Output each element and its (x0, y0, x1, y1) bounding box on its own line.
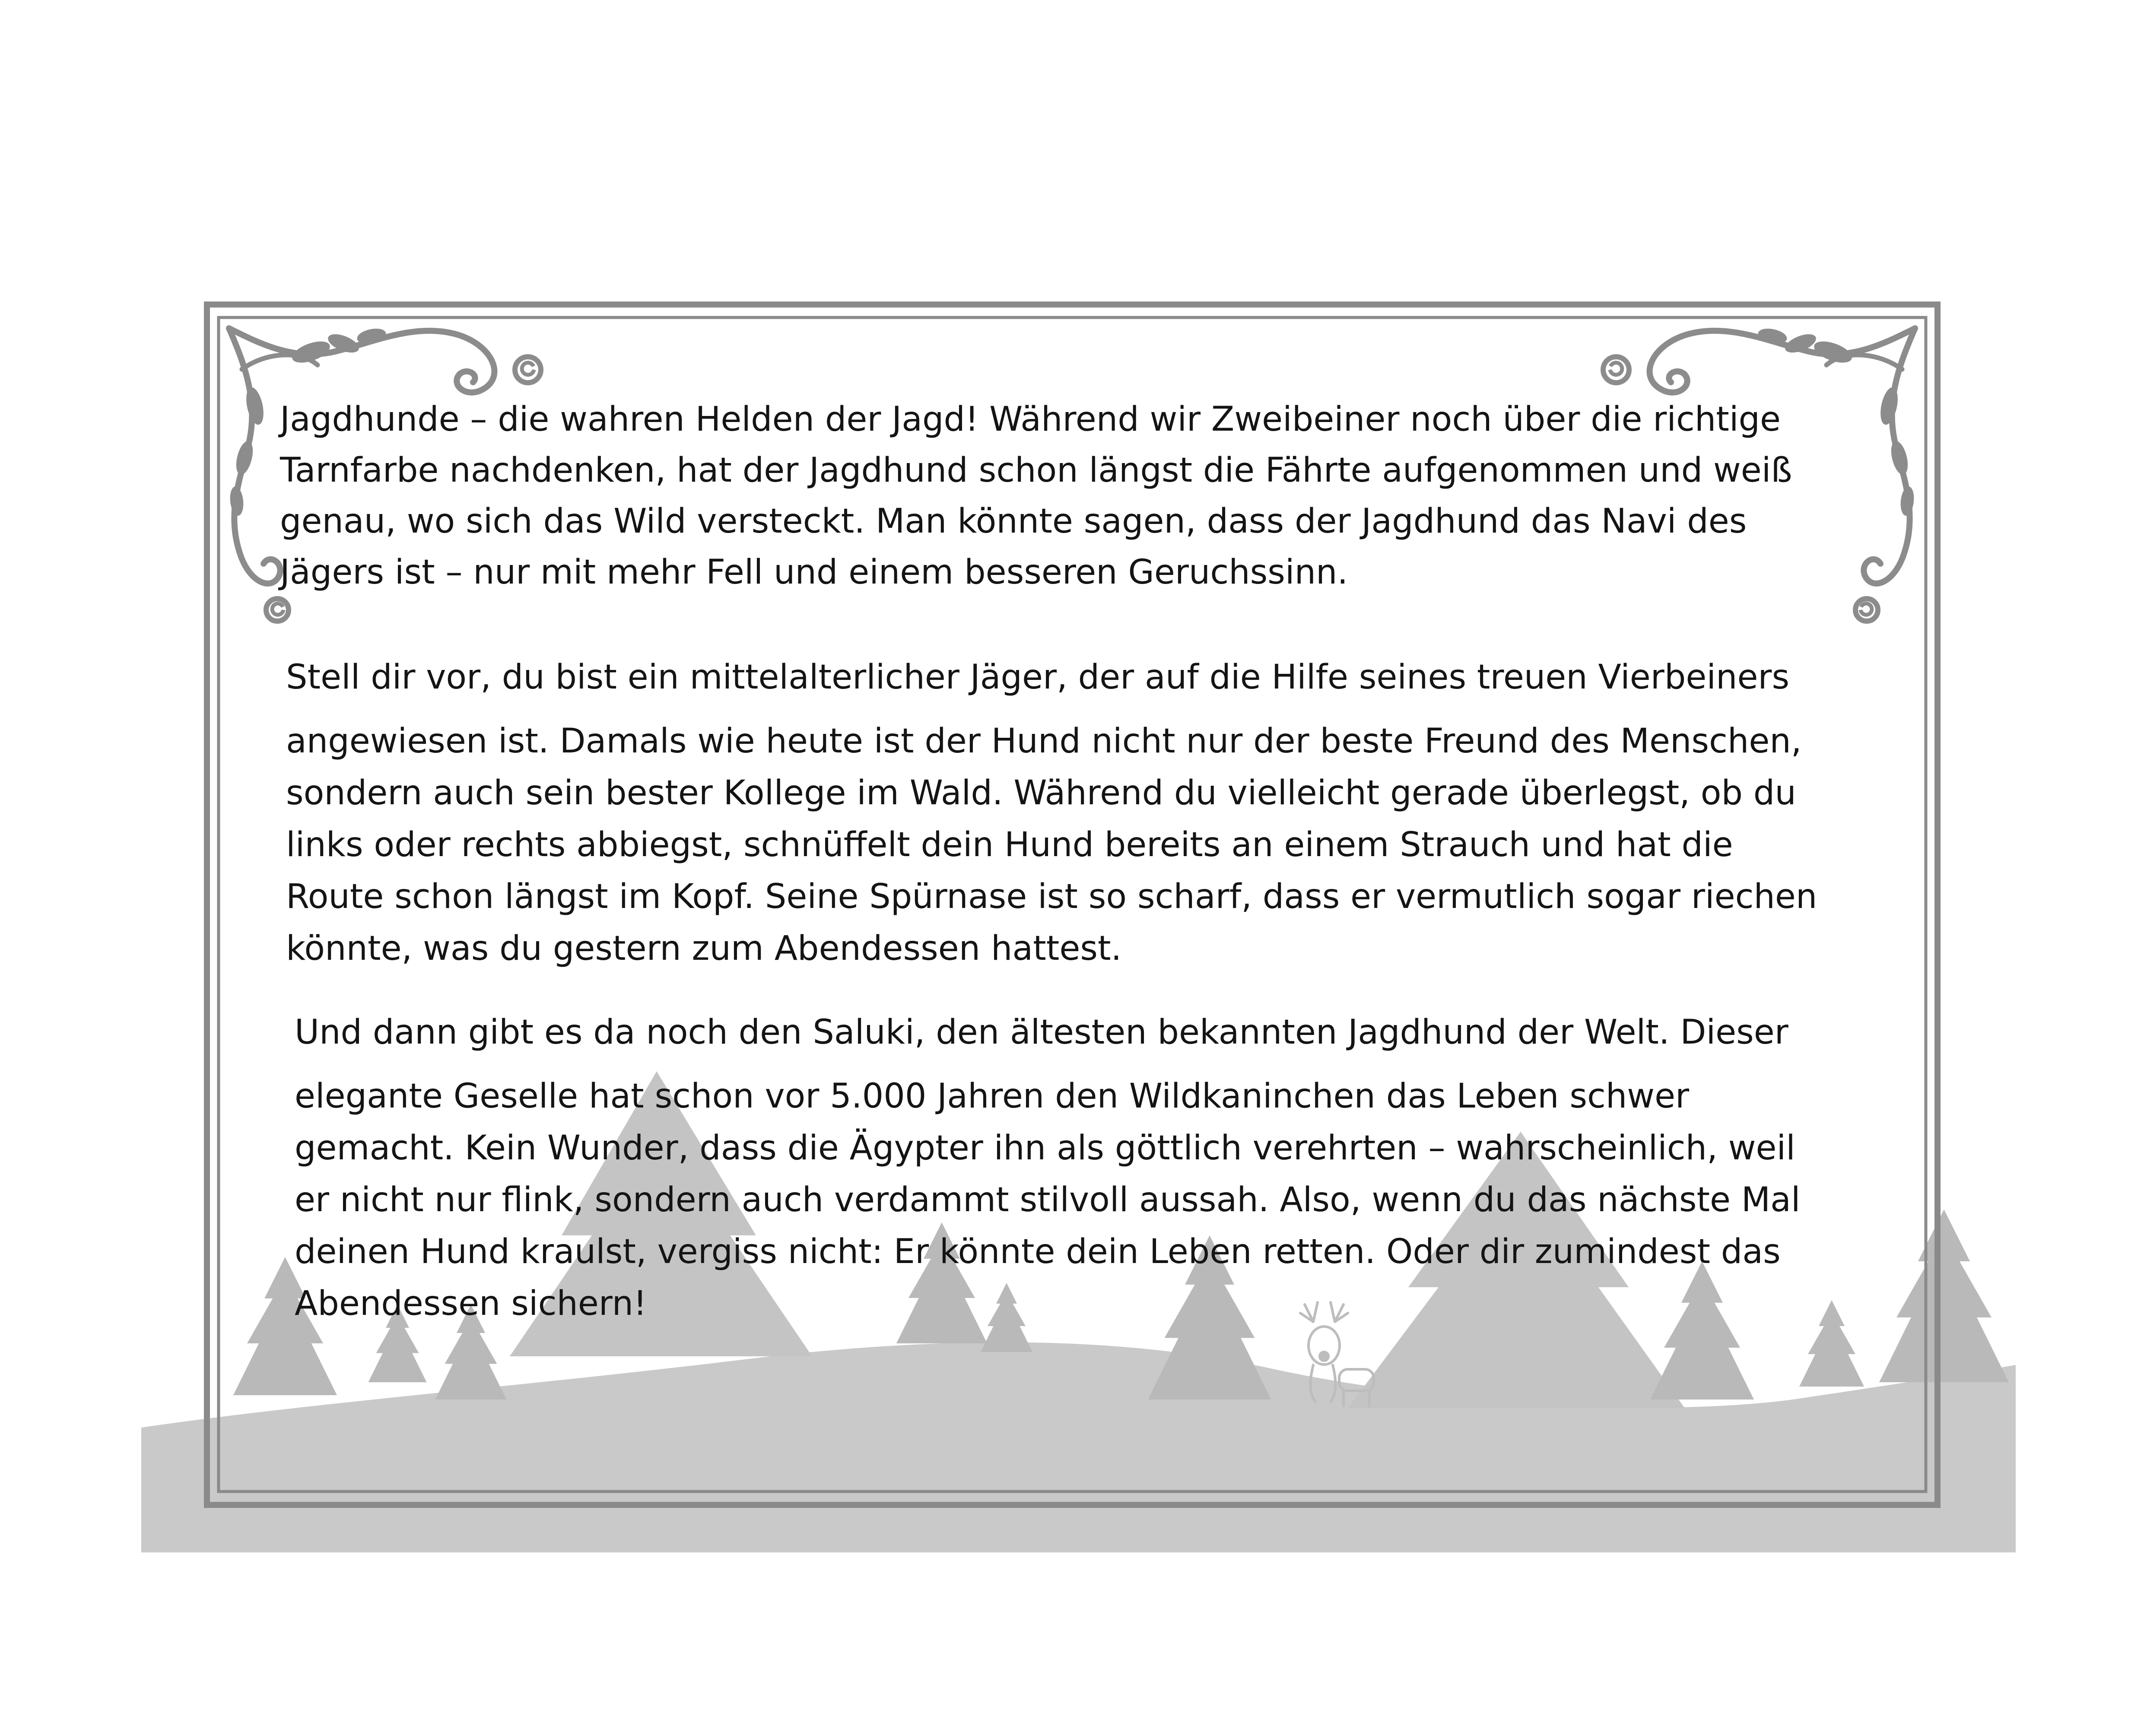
pine-tree-icon (1879, 1209, 2009, 1382)
text-line: genau, wo sich das Wild versteckt. Man könnte sagen, dass der Jagdhund das Navi des (280, 502, 1747, 541)
text-line: Abendessen sichern! (295, 1284, 647, 1323)
text-line: Tarnfarbe nachdenken, hat der Jagdhund schon längst die Fährte aufgenommen und weiß (280, 451, 1792, 490)
text-line: deinen Hund kraulst, vergiss nicht: Er könnte dein Leben retten. Oder dir zumindest das (295, 1232, 1781, 1271)
text-line: sondern auch sein bester Kollege im Wald. Während du vielleicht gerade überlegst, ob du (286, 774, 1796, 812)
pine-tree-icon (1799, 1300, 1864, 1387)
text-line: er nicht nur flink, sondern auch verdammt stilvoll aussah. Also, wenn du das nächste Mal (295, 1181, 1801, 1219)
paragraph-saluki (295, 1006, 1801, 1330)
text-line: gemacht. Kein Wunder, dass die Ägypter ihn als göttlich verehrten – wahrscheinlich, weil (295, 1129, 1795, 1168)
text-line: Stell dir vor, du bist ein mittelalterlicher Jäger, der auf die Hilfe seines treuen Vierbeiners (286, 658, 1790, 697)
text-line: Route schon längst im Kopf. Seine Spürnase ist so scharf, dass er vermutlich sogar riechen (286, 877, 1817, 916)
text-line: Jägers ist – nur mit mehr Fell und einem besseren Geruchssinn. (280, 553, 1348, 592)
text-line: Jagdhunde – die wahren Helden der Jagd! Während wir Zweibeiner noch über die richtige (280, 400, 1781, 439)
text-line: angewiesen ist. Damals wie heute ist der Hund nicht nur der beste Freund des Menschen, (286, 722, 1802, 761)
paragraph-jagdhunde-helden (280, 394, 1792, 598)
text-line: elegante Geselle hat schon vor 5.000 Jahren den Wildkaninchen das Leben schwer (295, 1077, 1690, 1116)
paragraph-mittelalterlicher-jaeger (286, 651, 1817, 974)
text-line: könnte, was du gestern zum Abendessen hattest. (286, 929, 1122, 968)
text-line: Und dann gibt es da noch den Saluki, den ältesten bekannten Jagdhund der Welt. Dieser (295, 1013, 1788, 1052)
text-line: links oder rechts abbiegst, schnüffelt dein Hund bereits an einem Strauch und hat die (286, 825, 1733, 864)
